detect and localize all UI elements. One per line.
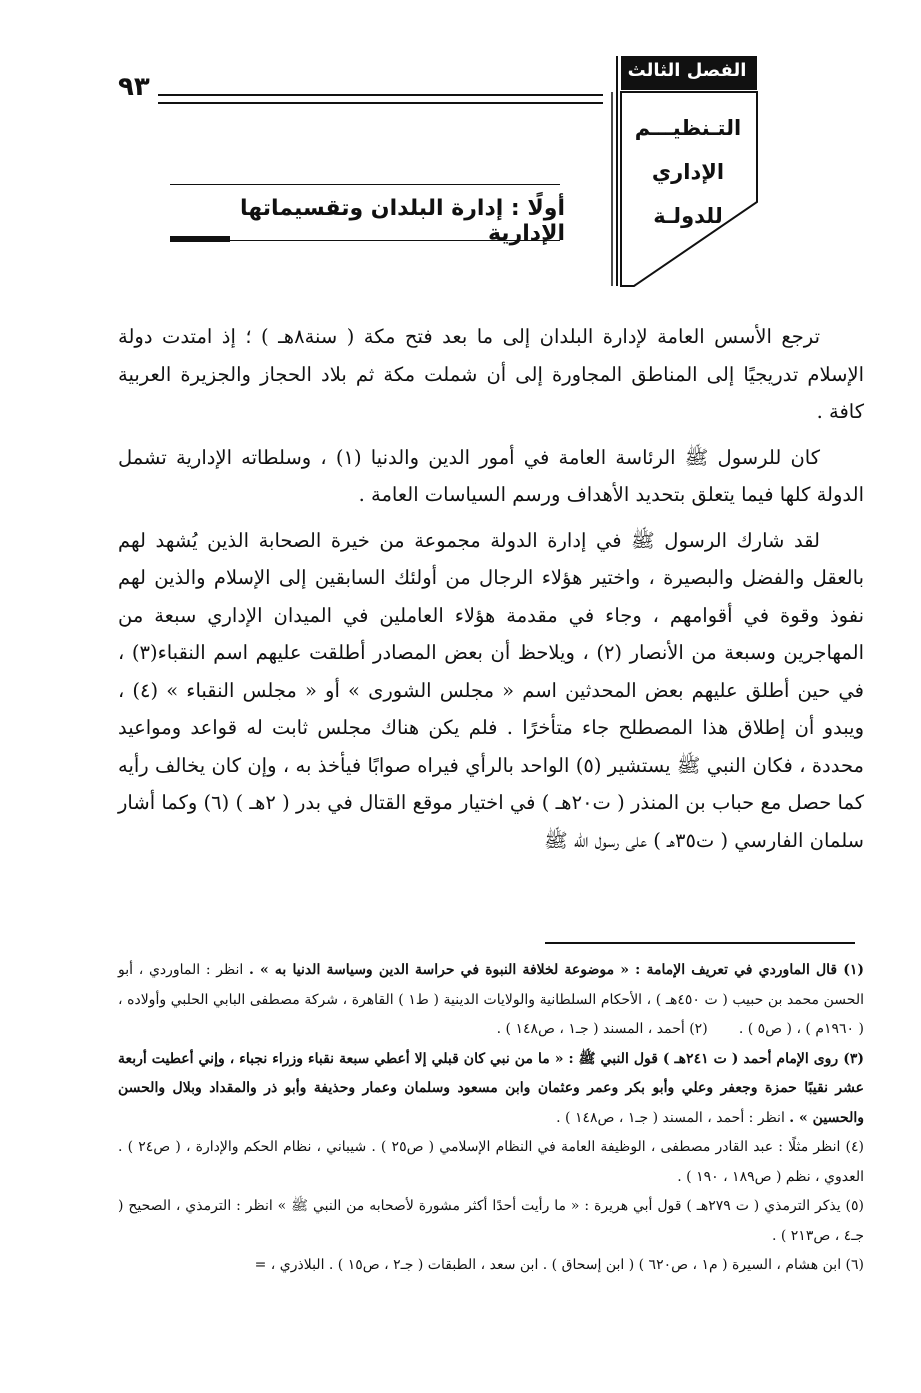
chapter-title-line1: التـنظيـــم (634, 116, 742, 140)
footnote-5-source: انظر : الترمذي ، الصحيح ( جـ٤ ، ص٢١٣ ) . (118, 1198, 864, 1244)
paragraph-3: لقد شارك الرسول ﷺ في إدارة الدولة مجموعة من خيرة الصحابة الذين يُشهد لهم بالعقل والفضل والبصيرة ، واختير هؤلاء الرجال من أولئك السابقين إلى الإسلام والذين لهم نفوذ وقوة في أقوامهم ، وجاء في مقدمة هؤلاء العاملين في الميدان الإداري سبعة من المهاجرين وسبعة من الأنصار (٢) ، ويلاحظ أن بعض المصادر أطلقت عليهم اسم النقباء(٣) ، في حين أطلق عليهم بعض المحدثين اسم « مجلس الشورى » أو « مجلس النقباء » (٤) ، ويبدو أن إطلاق هذا المصطلح جاء متأخرًا . فلم يكن هناك مجلس ثابت له قواعد ومواعيد محددة ، فكان النبي ﷺ يستشير (٥) الواحد بالرأي فيراه صوابًا فيأخذ به ، وإن كان يخالف رأيه كما حصل مع حباب بن المنذر ( ت٢٠هـ ) في اختيار موقع القتال في بدر ( ٢هـ ) (٦) وكما أشار سلمان الفارسي ( ت٣٥هـ ) على رسول الله ﷺ (118, 528, 865, 852)
footnote-6: (٦) ابن هشام ، السيرة ( م١ ، ص٦٢٠ ) ( ابن إسحاق ) . ابن سعد ، الطبقات ( جـ٢ ، ص١٥ ) . البلاذري ، = (254, 1257, 864, 1273)
footnote-rule (545, 942, 855, 944)
page-number: ٩٣ (118, 72, 150, 102)
footnote-3-source: انظر : أحمد ، المسند ( جـ١ ، ص١٤٨ ) . (556, 1109, 785, 1126)
section-rule-top (170, 184, 560, 185)
footnote-1 (118, 956, 864, 1045)
footnote-5 (118, 1192, 864, 1251)
section-heading: أولًا : إدارة البلدان وتقسيماتها الإدارية (239, 196, 565, 246)
footnote-1-quote: (١) قال الماوردي في تعريف الإمامة : « موضوعة لخلافة النبوة في حراسة الدين وسياسة الدنيا به » . (249, 962, 865, 978)
footnote-4: (٤) انظر مثلًا : عبد القادر مصطفى ، الوظيفة العامة في النظام الإسلامي ( ص٢٥ ) . شيباني ، نظام الحكم والإدارة ، ( ص٢٤ ) . العدوي ، نظم ( ص١٨٩ ، ١٩٠ ) . (118, 1139, 864, 1185)
footnote-1-source: انظر : الماوردي ، أبو الحسن محمد بن حبيب ( ت ٤٥٠هـ ) ، الأحكام السلطانية والولايات الدينية ( ط١ ) القاهرة ، شركة مصطفى البابي الحلبي وأولاده ، ( ١٩٦٠م ) ، ( ص٥ ) . (118, 962, 864, 1037)
section-rule-under (230, 240, 560, 241)
header-rule (158, 94, 603, 104)
footnote-5-quote: (٥) يذكر الترمذي ( ت ٢٧٩هـ ) قول أبي هريرة : « ما رأيت أحدًا أكثر مشورة لأصحابه من النبي ﷺ » (277, 1198, 864, 1214)
paragraph-1: ترجع الأسس العامة لإدارة البلدان إلى ما بعد فتح مكة ( سنة٨هـ ) ؛ إذ امتدت دولة الإسلام تدريجيًا إلى المناطق المجاورة إلى أن شملت مكة ثم بلاد الحجاز والجزيرة العربية كافة . (118, 325, 864, 423)
footnote-3-quote: (٣) روى الإمام أحمد ( ت ٢٤١هـ ) قول النبي ﷺ : « ما من نبي كان قبلي إلا أعطي سبعة نقباء وزراء نجباء ، وإني أعطيت أربعة عشر نقيبًا حمزة وجعفر وعلي وأبو بكر وعمر وعثمان وابن مسعود وسلمان وعمار وحذيفة وأبو ذر والمقداد وبلال والحسن والحسين » . (118, 1050, 864, 1126)
chapter-label: الفصل الثالث (627, 60, 747, 81)
footnotes (118, 956, 864, 1281)
chapter-title-line2: الإداري للدولـة (651, 160, 725, 228)
paragraph-2: كان للرسول ﷺ الرئاسة العامة في أمور الدين والدنيا (١) ، وسلطاته الإدارية تشمل الدولة كلها فيما يتعلق بتحديد الأهداف ورسم السياسات العامة . (118, 445, 864, 506)
footnote-2: (٢) أحمد ، المسند ( جـ١ ، ص١٤٨ ) . (496, 1021, 708, 1037)
chapter-title (622, 106, 754, 238)
body-text (118, 318, 864, 867)
section-rule-thick (170, 236, 230, 242)
footnote-3 (118, 1045, 864, 1134)
